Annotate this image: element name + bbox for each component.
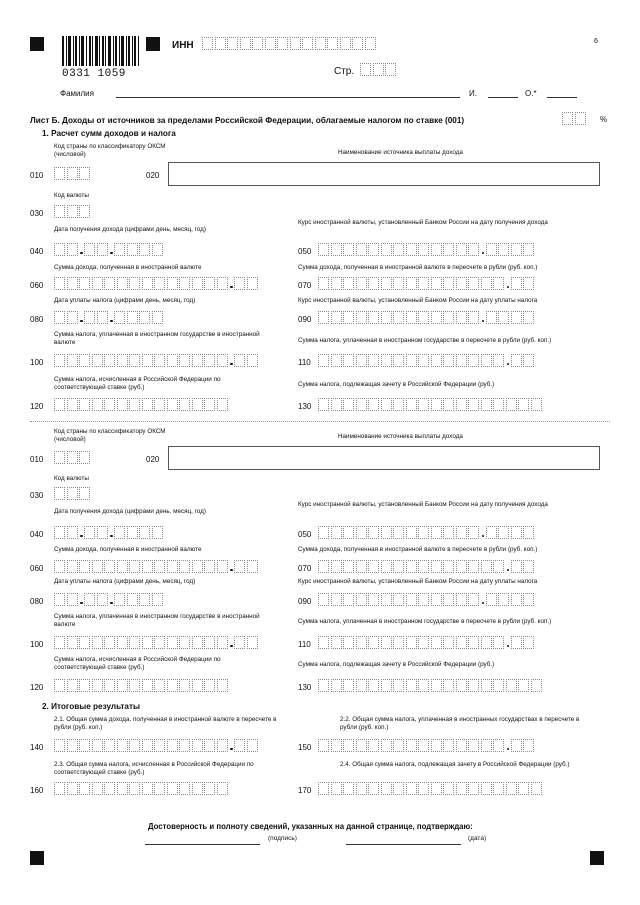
barcode-number: 0331 1059 — [62, 68, 126, 80]
country-code-label: Код страны по классификатору ОКСМ (числовой) — [54, 143, 166, 158]
income-date-cells[interactable] — [54, 526, 164, 539]
rate-tax-date-label: Курс иностранной валюты, установленный Банком России на дату уплаты налога — [298, 578, 538, 585]
total-foreign-tax-label: 2.2. Общая сумма налога, уплаченная в иностранных государствах в пересчете в рубли (руб. коп.) — [340, 716, 580, 731]
payer-name-field[interactable] — [168, 162, 600, 186]
date-label: (дата) — [468, 835, 487, 842]
initial-i-field[interactable] — [488, 97, 518, 98]
signature-field[interactable] — [145, 844, 260, 845]
code-100: 100 — [30, 358, 44, 367]
section2-title: 2. Итоговые результаты — [42, 702, 140, 711]
tax-payment-date-cells[interactable] — [54, 311, 164, 324]
income-foreign-label: Сумма дохода, полученная в иностранной валюте — [54, 546, 202, 553]
tax-foreign-rub-label: Сумма налога, уплаченная в иностранном государстве в пересчете в рубли (руб. коп.) — [298, 337, 552, 344]
payer-name-field[interactable] — [168, 446, 600, 470]
income-rub-label: Сумма дохода, полученная в иностранной валюте в пересчете в рубли (руб. коп.) — [298, 264, 538, 271]
currency-code-label: Код валюты — [54, 192, 89, 199]
initial-i-label: И. — [469, 89, 477, 98]
code-010: 010 — [30, 171, 44, 180]
income-foreign-cells[interactable] — [54, 277, 259, 290]
corner-marker-top-left — [30, 37, 44, 51]
tax-payment-date-label: Дата уплаты налога (цифрами день, месяц, год) — [54, 578, 196, 585]
code-130: 130 — [298, 402, 312, 411]
code-040: 040 — [30, 247, 44, 256]
income-rub-cells[interactable] — [318, 560, 536, 573]
tax-foreign-cells[interactable] — [54, 636, 259, 649]
tax-payment-date-cells[interactable] — [54, 593, 164, 606]
corner-marker-top-mid — [146, 37, 160, 51]
sheet-title: Лист Б. Доходы от источников за пределами Российской Федерации, облагаемые налогом по ставке (001) — [30, 116, 465, 125]
inn-cells[interactable] — [202, 37, 377, 50]
country-code-cells[interactable] — [54, 451, 92, 464]
tax-offset-label: Сумма налога, подлежащая зачету в Российской Федерации (руб.) — [298, 381, 495, 388]
rate-income-date-cells[interactable] — [318, 243, 536, 256]
code-030: 030 — [30, 491, 44, 500]
income-rub-label: Сумма дохода, полученная в иностранной валюте в пересчете в рубли (руб. коп.) — [298, 546, 538, 553]
code-010: 010 — [30, 455, 44, 464]
tax-payment-date-label: Дата уплаты налога (цифрами день, месяц, год) — [54, 297, 196, 304]
tax-offset-cells[interactable] — [318, 679, 543, 692]
tax-rf-label: Сумма налога, исчисленная в Российской Федерации по соответствующей ставке (руб.) — [54, 376, 221, 391]
code-130: 130 — [298, 683, 312, 692]
corner-marker-bottom-right — [590, 851, 604, 865]
tax-rf-cells[interactable] — [54, 679, 229, 692]
country-code-label: Код страны по классификатору ОКСМ (числовой) — [54, 428, 166, 443]
country-code-cells[interactable] — [54, 167, 92, 180]
rate-tax-date-cells[interactable] — [318, 593, 536, 606]
rate-cells[interactable] — [562, 112, 587, 125]
payer-name-label: Наименование источника выплаты дохода — [338, 149, 463, 156]
code-160: 160 — [30, 786, 44, 795]
code-040: 040 — [30, 530, 44, 539]
page-number: 6 — [594, 38, 598, 45]
code-100: 100 — [30, 640, 44, 649]
total-rf-tax-label: 2.3. Общая сумма налога, исчисленная в Российской Федерации по соответствующей ставке (руб.) — [54, 761, 254, 776]
block-divider — [30, 421, 610, 422]
income-rub-cells[interactable] — [318, 277, 536, 290]
total-foreign-tax-cells[interactable] — [318, 739, 536, 752]
surname-field[interactable] — [116, 97, 460, 98]
code-060: 060 — [30, 564, 44, 573]
code-070: 070 — [298, 281, 312, 290]
code-170: 170 — [298, 786, 312, 795]
section1-title: 1. Расчет сумм доходов и налога — [42, 129, 176, 138]
rate-income-date-label: Курс иностранной валюты, установленный Банком России на дату получения дохода — [298, 219, 548, 226]
code-120: 120 — [30, 402, 44, 411]
currency-code-cells[interactable] — [54, 487, 92, 500]
code-050: 050 — [298, 530, 312, 539]
tax-foreign-cells[interactable] — [54, 354, 259, 367]
total-income-cells[interactable] — [54, 739, 259, 752]
tax-rf-cells[interactable] — [54, 398, 229, 411]
total-offset-cells[interactable] — [318, 782, 543, 795]
code-150: 150 — [298, 743, 312, 752]
code-050: 050 — [298, 247, 312, 256]
tax-offset-cells[interactable] — [318, 398, 543, 411]
confirmation-text: Достоверность и полноту сведений, указанных на данной странице, подтверждаю: — [148, 822, 473, 831]
rate-tax-date-label: Курс иностранной валюты, установленный Банком России на дату уплаты налога — [298, 297, 538, 304]
code-060: 060 — [30, 281, 44, 290]
tax-foreign-rub-label: Сумма налога, уплаченная в иностранном государстве в пересчете в рубли (руб. коп.) — [298, 618, 552, 625]
page-label: Стр. — [334, 66, 355, 77]
tax-rf-label: Сумма налога, исчисленная в Российской Федерации по соответствующей ставке (руб.) — [54, 656, 221, 671]
page-cells[interactable] — [360, 63, 398, 76]
code-080: 080 — [30, 315, 44, 324]
currency-code-label: Код валюты — [54, 475, 89, 482]
date-field[interactable] — [346, 844, 461, 845]
barcode — [62, 36, 139, 66]
payer-name-label: Наименование источника выплаты дохода — [338, 433, 463, 440]
total-rf-tax-cells[interactable] — [54, 782, 229, 795]
income-foreign-label: Сумма дохода, полученная в иностранной валюте — [54, 264, 202, 271]
income-date-label: Дата получения дохода (цифрами день, месяц, год) — [54, 226, 206, 233]
signature-label: (подпись) — [268, 835, 297, 842]
tax-foreign-label: Сумма налога, уплаченная в иностранном государстве в иностранной валюте — [54, 331, 260, 346]
code-030: 030 — [30, 209, 44, 218]
inn-label: ИНН — [172, 40, 194, 51]
total-income-label: 2.1. Общая сумма дохода, полученная в иностранной валюте в пересчете в рубли (руб. коп.) — [54, 716, 277, 731]
code-110: 110 — [298, 640, 311, 649]
initial-o-label: О.* — [525, 89, 537, 98]
rate-income-date-label: Курс иностранной валюты, установленный Банком России на дату получения дохода — [298, 501, 548, 508]
tax-foreign-rub-cells[interactable] — [318, 636, 536, 649]
currency-code-cells[interactable] — [54, 205, 92, 218]
code-090: 090 — [298, 315, 312, 324]
total-offset-label: 2.4. Общая сумма налога, подлежащая зачету в Российской Федерации (руб.) — [340, 761, 570, 768]
code-080: 080 — [30, 597, 44, 606]
tax-foreign-rub-cells[interactable] — [318, 354, 536, 367]
code-020: 020 — [146, 455, 160, 464]
code-140: 140 — [30, 743, 44, 752]
income-date-label: Дата получения дохода (цифрами день, месяц, год) — [54, 508, 206, 515]
code-020: 020 — [146, 171, 160, 180]
percent-sign: % — [600, 115, 608, 124]
income-foreign-cells[interactable] — [54, 560, 259, 573]
rate-income-date-cells[interactable] — [318, 526, 536, 539]
corner-marker-bottom-left — [30, 851, 44, 865]
rate-tax-date-cells[interactable] — [318, 311, 536, 324]
code-110: 110 — [298, 358, 311, 367]
code-120: 120 — [30, 683, 44, 692]
tax-offset-label: Сумма налога, подлежащая зачету в Российской Федерации (руб.) — [298, 661, 495, 668]
surname-label: Фамилия — [60, 89, 94, 98]
income-date-cells[interactable] — [54, 243, 164, 256]
initial-o-field[interactable] — [547, 97, 577, 98]
tax-foreign-label: Сумма налога, уплаченная в иностранном государстве в иностранной валюте — [54, 613, 260, 628]
code-090: 090 — [298, 597, 312, 606]
code-070: 070 — [298, 564, 312, 573]
